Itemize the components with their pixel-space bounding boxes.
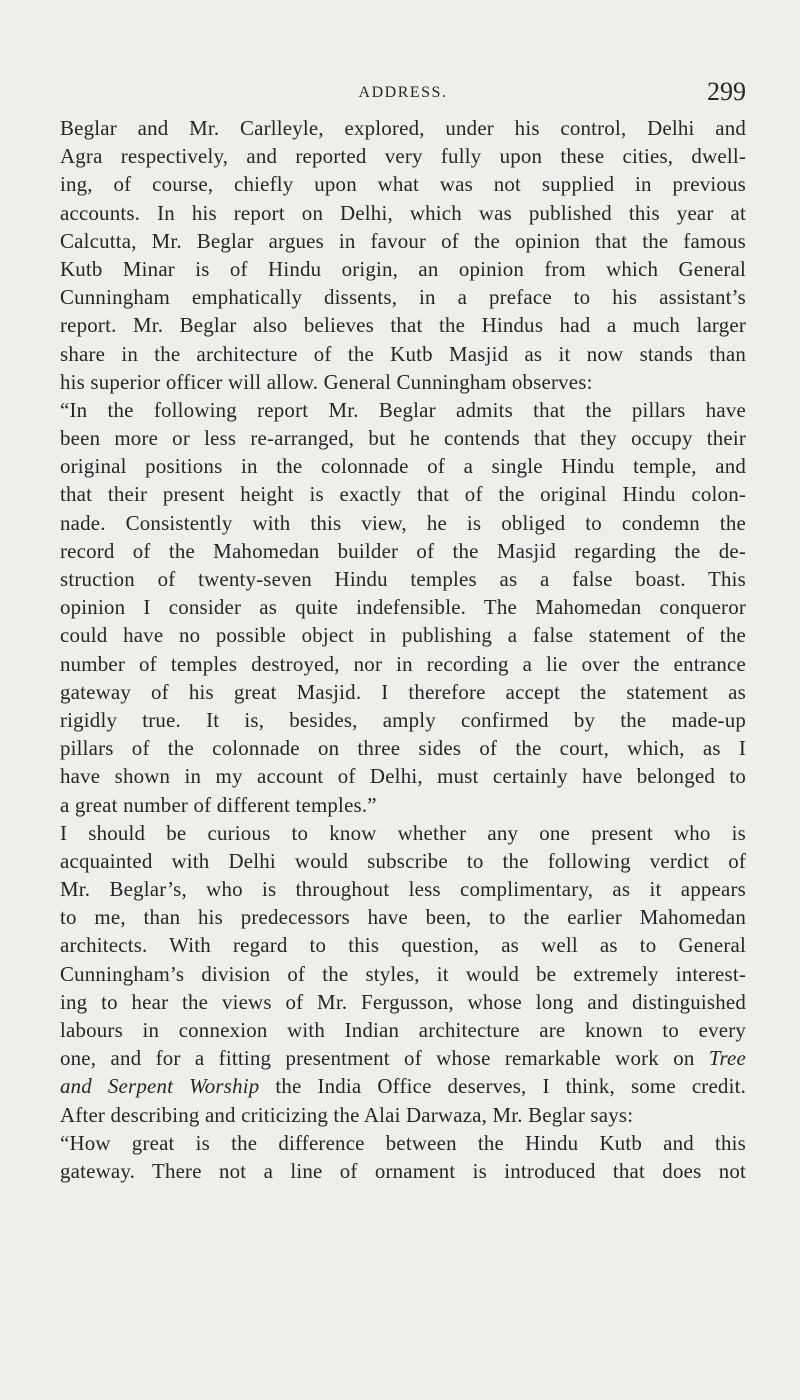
page-header [60,74,746,114]
italic-title: and Serpent Worship [60,1074,260,1099]
text-line [60,1072,746,1100]
text-line: record of the Mahomedan builder of the Masjid regarding the de- [60,538,746,563]
text-line [60,1044,746,1072]
document-page [60,74,746,1185]
text-line: to me, than his predecessors have been, to the earlier Mahomedan [60,905,746,930]
text-line: Cunningham emphatically dissents, in a preface to his assistant’s [60,285,746,310]
text-line: rigidly true. It is, besides, amply confirmed by the made-up [60,707,746,732]
text-line: gateway of his great Masjid. I therefore accept the statement as [60,679,746,704]
text-line: original positions in the colonnade of a single Hindu temple, and [60,454,746,479]
text-line: nade. Consistently with this view, he is obliged to condemn the [60,510,746,535]
text-line: opinion I consider as quite indefensible. The Mahomedan conqueror [60,595,746,620]
text-line: After describing and criticizing the Alai Darwaza, Mr. Beglar says: [60,1102,634,1127]
page-number: 299 [707,77,746,106]
text-line: architects. With regard to this question, as well as to General [60,933,746,958]
text-line: Beglar and Mr. Carlleyle, explored, under his control, Delhi and [60,116,746,140]
text-line: have shown in my account of Delhi, must certainly have belonged to [60,764,746,789]
text-line: a great number of different temples.” [60,792,377,817]
text-line: that their present height is exactly that of the original Hindu colon- [60,482,746,507]
text-line: been more or less re-arranged, but he contends that they occupy their [60,426,746,451]
text-line: share in the architecture of the Kutb Masjid as it now stands than [60,341,746,366]
text-line: report. Mr. Beglar also believes that the Hindus had a much larger [60,313,746,338]
text-line: Mr. Beglar’s, who is throughout less complimentary, as it appears [60,877,746,902]
text-line: acquainted with Delhi would subscribe to the following verdict of [60,848,746,873]
text-line: ing to hear the views of Mr. Fergusson, whose long and distinguished [60,989,746,1014]
text-line-content: one, and for a fitting presentment of whose remarkable work on [60,1046,709,1071]
text-line: Calcutta, Mr. Beglar argues in favour of the opinion that the famous [60,228,746,253]
running-head: ADDRESS. [358,84,448,101]
text-line: pillars of the colonnade on three sides of the court, which, as I [60,736,746,761]
text-line: accounts. In his report on Delhi, which was published this year at [60,200,746,225]
text-line: “In the following report Mr. Beglar admits that the pillars have [60,397,746,422]
italic-title: Tree [708,1046,746,1071]
text-line: Agra respectively, and reported very fully upon these cities, dwell- [60,144,746,169]
text-line: could have no possible object in publishing a false statement of the [60,623,746,648]
text-line: Kutb Minar is of Hindu origin, an opinion from which General [60,256,746,281]
text-line: “How great is the difference between the Hindu Kutb and this [60,1130,746,1155]
text-line: ing, of course, chiefly upon what was not supplied in previous [60,172,746,197]
text-line-content: the India Office deserves, I think, some credit. [259,1074,746,1099]
text-line: I should be curious to know whether any one present who is [60,820,746,845]
text-line: labours in connexion with Indian architecture are known to every [60,1018,746,1042]
body-text [60,114,746,1185]
text-line: his superior officer will allow. General Cunningham observes: [60,369,593,394]
text-line: struction of twenty-seven Hindu temples as a false boast. This [60,567,746,591]
text-line: gateway. There not a line of ornament is introduced that does not [60,1158,746,1183]
text-line: Cunningham’s division of the styles, it would be extremely interest- [60,961,746,986]
text-line: number of temples destroyed, nor in recording a lie over the entrance [60,651,746,676]
